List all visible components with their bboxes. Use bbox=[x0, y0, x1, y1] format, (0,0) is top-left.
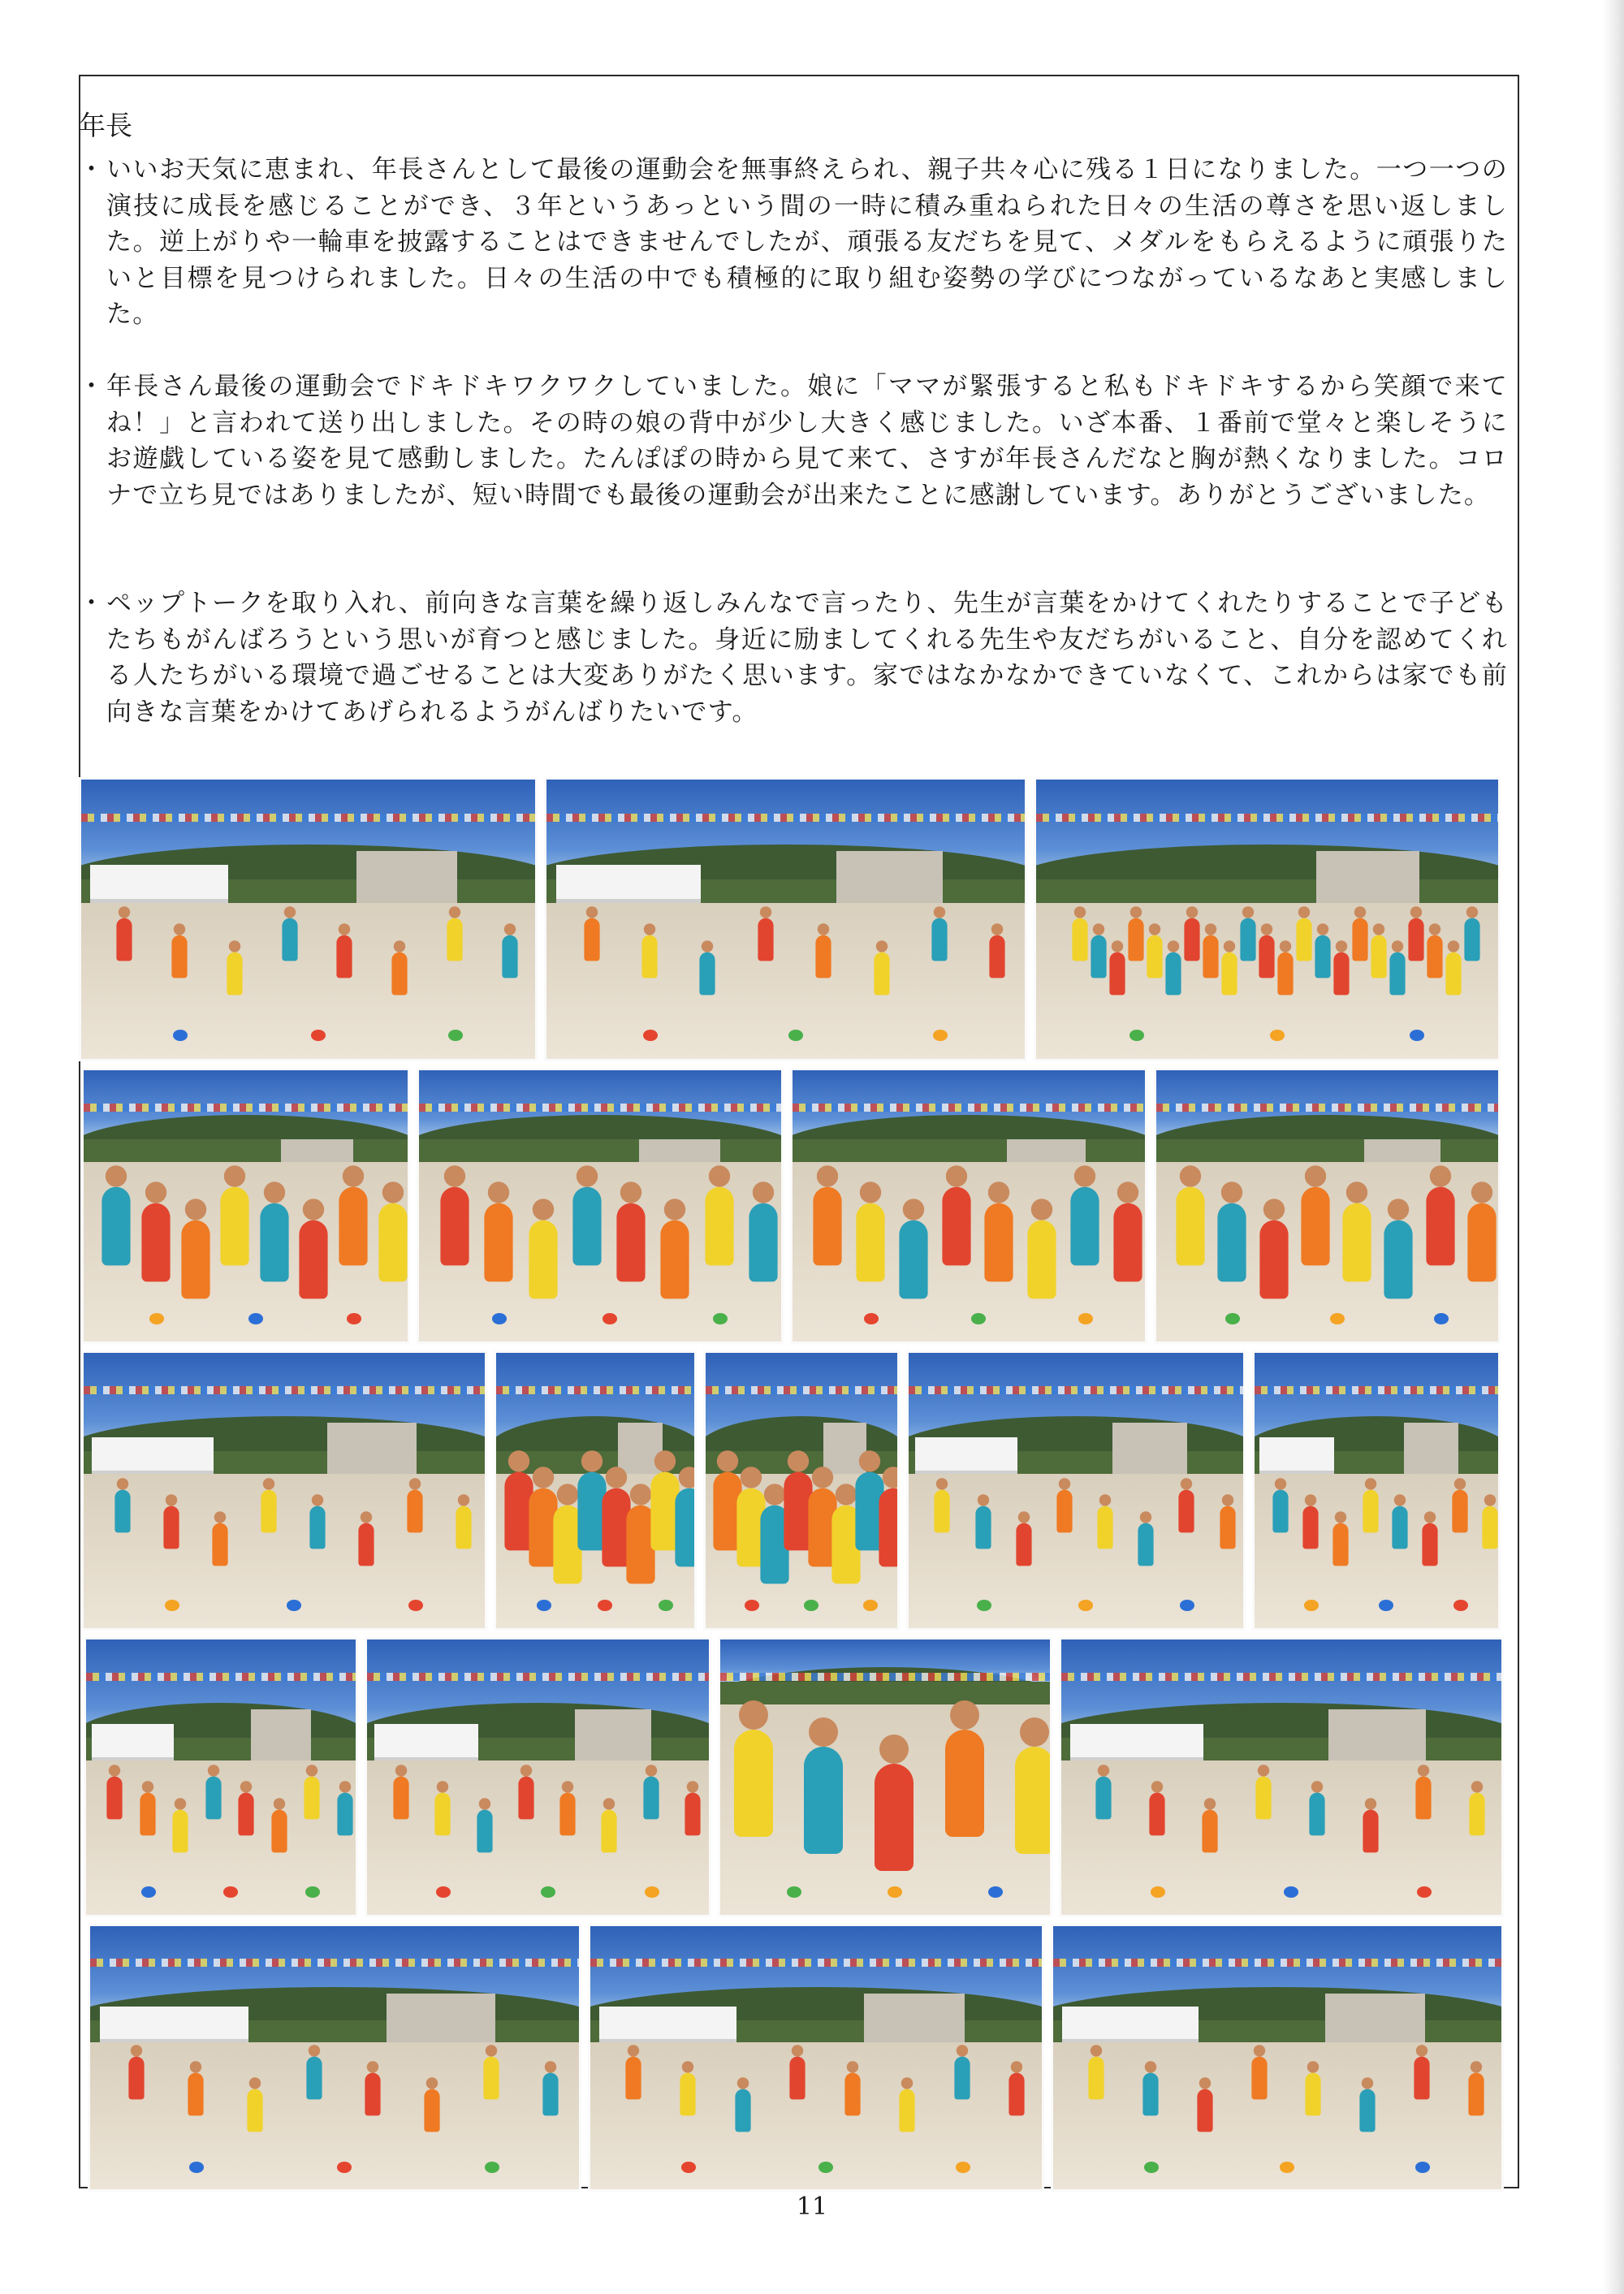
section-heading: 年長 bbox=[79, 110, 132, 141]
ball bbox=[537, 1600, 551, 1611]
ball bbox=[287, 1600, 301, 1611]
child-figure bbox=[407, 1489, 422, 1532]
child-figure bbox=[975, 1506, 991, 1549]
child-figure bbox=[1220, 1506, 1235, 1549]
child-figure bbox=[300, 1220, 328, 1298]
ball bbox=[1410, 1030, 1424, 1041]
scan-edge bbox=[1603, 0, 1624, 2294]
comment-paragraph-1 bbox=[79, 152, 1508, 333]
child-figure bbox=[1177, 1187, 1205, 1266]
child-figure bbox=[1422, 1523, 1437, 1566]
comment-paragraph-2 bbox=[79, 369, 1508, 513]
child-figure bbox=[685, 1793, 700, 1836]
child-figure bbox=[942, 1187, 970, 1266]
child-figure bbox=[306, 2057, 322, 2100]
comment-text: 年長さん最後の運動会でドキドキワクワクしていました。娘に「ママが緊張すると私もドキドキするから笑顔で来てね！」と言われて送り出しました。その時の娘の背中が少し大きく感じました。いざ本番、１番前で堂々と楽しそうにお遊戯している姿を見て感動しました。たんぽぽの時から見て来て、さすが年長さんだなと胸が熱くなりました。コロナで立ち見ではありましたが、短い時間でも最後の運動会が出来たことに感謝しています。ありがとうございました。 bbox=[106, 372, 1508, 510]
child-figure bbox=[874, 953, 889, 996]
child-figure bbox=[625, 2057, 641, 2100]
child-figure bbox=[141, 1203, 170, 1282]
ball bbox=[165, 1600, 179, 1611]
child-figure bbox=[1277, 953, 1293, 996]
child-figure bbox=[435, 1793, 451, 1836]
event-photo bbox=[544, 777, 1027, 1061]
ball bbox=[956, 2162, 970, 2173]
child-figure bbox=[1149, 1793, 1164, 1836]
child-figure bbox=[337, 935, 352, 979]
child-figure bbox=[900, 2089, 915, 2132]
child-figure bbox=[114, 1489, 130, 1532]
child-figure bbox=[1343, 1203, 1371, 1282]
child-figure bbox=[641, 935, 657, 979]
child-figure bbox=[990, 935, 1005, 979]
child-figure bbox=[1296, 918, 1311, 961]
child-figure bbox=[1482, 1506, 1497, 1549]
child-figure bbox=[875, 1764, 914, 1871]
child-figure bbox=[163, 1506, 179, 1549]
child-figure bbox=[221, 1187, 249, 1266]
ball bbox=[645, 1886, 659, 1898]
child-figure bbox=[1197, 2089, 1212, 2132]
event-photo bbox=[588, 1924, 1044, 2192]
child-figure bbox=[814, 1187, 842, 1266]
child-figure bbox=[1332, 1523, 1348, 1566]
ball bbox=[223, 1886, 238, 1898]
child-figure bbox=[106, 1776, 122, 1819]
child-figure bbox=[212, 1523, 227, 1566]
child-figure bbox=[1097, 1506, 1112, 1549]
child-figure bbox=[456, 1506, 471, 1549]
child-figure bbox=[643, 1776, 659, 1819]
child-figure bbox=[247, 2089, 262, 2132]
ball bbox=[248, 1313, 263, 1324]
bullet: ・ bbox=[79, 589, 106, 618]
ball bbox=[173, 1030, 188, 1041]
child-figure bbox=[260, 1203, 288, 1282]
child-figure bbox=[899, 1220, 927, 1298]
ball bbox=[141, 1886, 156, 1898]
child-figure bbox=[365, 2072, 381, 2115]
event-photo bbox=[790, 1068, 1147, 1344]
child-figure bbox=[617, 1203, 646, 1282]
child-figure bbox=[173, 1809, 188, 1852]
child-figure bbox=[790, 2057, 806, 2100]
child-figure bbox=[181, 1220, 209, 1298]
child-figure bbox=[239, 1793, 254, 1836]
event-photo bbox=[718, 1637, 1052, 1917]
ball bbox=[977, 1600, 991, 1611]
event-photo bbox=[1034, 777, 1501, 1061]
child-figure bbox=[1393, 1506, 1408, 1549]
ball bbox=[1151, 1886, 1165, 1898]
child-figure bbox=[572, 1187, 601, 1266]
child-figure bbox=[1360, 2089, 1376, 2132]
child-figure bbox=[1467, 1203, 1496, 1282]
child-figure bbox=[447, 918, 462, 961]
child-figure bbox=[358, 1523, 374, 1566]
child-figure bbox=[758, 918, 773, 961]
child-figure bbox=[337, 1793, 352, 1836]
child-figure bbox=[804, 1747, 843, 1854]
child-figure bbox=[1221, 953, 1237, 996]
child-figure bbox=[985, 1203, 1013, 1282]
child-figure bbox=[1095, 1776, 1111, 1819]
child-figure bbox=[749, 1203, 777, 1282]
ball bbox=[1180, 1600, 1194, 1611]
child-figure bbox=[816, 935, 831, 979]
ball bbox=[745, 1600, 759, 1611]
bullet: ・ bbox=[79, 372, 106, 401]
child-figure bbox=[1389, 953, 1405, 996]
bullet: ・ bbox=[79, 155, 106, 184]
child-figure bbox=[1469, 2072, 1484, 2115]
ball bbox=[408, 1600, 423, 1611]
child-figure bbox=[394, 1776, 409, 1819]
child-figure bbox=[205, 1776, 221, 1819]
event-photo bbox=[79, 777, 538, 1061]
child-figure bbox=[425, 2089, 440, 2132]
child-figure bbox=[1218, 1203, 1246, 1282]
ball bbox=[788, 1030, 803, 1041]
comment-paragraph-3 bbox=[79, 585, 1508, 730]
child-figure bbox=[1464, 918, 1479, 961]
ball bbox=[1417, 1886, 1432, 1898]
child-figure bbox=[171, 935, 187, 979]
child-figure bbox=[227, 953, 242, 996]
child-figure bbox=[1147, 935, 1162, 979]
child-figure bbox=[339, 1187, 367, 1266]
event-photo bbox=[1252, 1350, 1501, 1631]
ball bbox=[1379, 1600, 1393, 1611]
child-figure bbox=[584, 918, 599, 961]
child-figure bbox=[304, 1776, 320, 1819]
child-figure bbox=[1371, 935, 1386, 979]
child-figure bbox=[1016, 1523, 1031, 1566]
child-figure bbox=[441, 1187, 469, 1266]
ball bbox=[1270, 1030, 1285, 1041]
child-figure bbox=[1028, 1220, 1056, 1298]
child-figure bbox=[1091, 935, 1106, 979]
child-figure bbox=[1408, 918, 1423, 961]
child-figure bbox=[485, 1203, 513, 1282]
event-photo bbox=[88, 1924, 581, 2192]
child-figure bbox=[1128, 918, 1143, 961]
child-figure bbox=[1203, 1809, 1218, 1852]
comment-text: いいお天気に恵まれ、年長さんとして最後の運動会を無事終えられ、親子共々心に残る１日になりました。一つ一つの演技に成長を感じることができ、３年というあっという間の一時に積み重ねられた日々の生活の尊さを思い返しました。逆上がりや一輪車を披露することはできませんでしたが、頑張る友だちを見て、メダルをもらえるように頑張りたいと目標を見つけられました。日々の生活の中でも積極的に取り組む姿勢の学びにつながっているなあと実感しました。 bbox=[106, 155, 1508, 329]
ball bbox=[1330, 1313, 1345, 1324]
child-figure bbox=[1315, 935, 1330, 979]
child-figure bbox=[1309, 1793, 1324, 1836]
child-figure bbox=[1415, 2057, 1430, 2100]
child-figure bbox=[1273, 1489, 1289, 1532]
child-figure bbox=[378, 1203, 407, 1282]
ball bbox=[863, 1600, 878, 1611]
ball bbox=[804, 1600, 818, 1611]
child-figure bbox=[602, 1809, 617, 1852]
ball bbox=[311, 1030, 326, 1041]
child-figure bbox=[1384, 1220, 1413, 1298]
child-figure bbox=[945, 1730, 984, 1837]
child-figure bbox=[1179, 1489, 1194, 1532]
child-figure bbox=[1470, 1793, 1485, 1836]
child-figure bbox=[1352, 918, 1367, 961]
child-figure bbox=[1259, 935, 1274, 979]
page-number: 11 bbox=[796, 2192, 828, 2221]
child-figure bbox=[102, 1187, 131, 1266]
child-figure bbox=[1088, 2057, 1104, 2100]
child-figure bbox=[1070, 1187, 1099, 1266]
child-figure bbox=[1452, 1489, 1467, 1532]
event-photo bbox=[1154, 1068, 1501, 1344]
ball bbox=[933, 1030, 948, 1041]
child-figure bbox=[1416, 1776, 1432, 1819]
child-figure bbox=[1072, 918, 1087, 961]
event-photo bbox=[81, 1068, 410, 1344]
child-figure bbox=[1015, 1747, 1052, 1854]
ball bbox=[1078, 1600, 1093, 1611]
event-photo bbox=[1059, 1637, 1504, 1917]
ball bbox=[1144, 2162, 1159, 2173]
child-figure bbox=[1203, 935, 1218, 979]
child-figure bbox=[954, 2057, 970, 2100]
child-figure bbox=[1363, 1489, 1378, 1532]
child-figure bbox=[1259, 1220, 1288, 1298]
comment-text: ペップトークを取り入れ、前向きな言葉を繰り返しみんなで言ったり、先生が言葉をかけてくれたりすることで子どもたちもがんばろうという思いが育つと感じました。身近に励ましてくれる先生や友だちがいること、自分を認めてくれる人たちがいる環境で過ごせることは大変ありがたく思います。家ではなかなかできていなくて、これからは家でも前向きな言葉をかけてあげられるようがんばりたいです。 bbox=[106, 589, 1508, 727]
event-photo bbox=[84, 1637, 358, 1917]
ball bbox=[598, 1600, 612, 1611]
child-figure bbox=[128, 2057, 144, 2100]
child-figure bbox=[680, 2072, 696, 2115]
child-figure bbox=[560, 1793, 576, 1836]
event-photo bbox=[417, 1068, 784, 1344]
child-figure bbox=[1142, 2072, 1158, 2115]
child-figure bbox=[1445, 953, 1461, 996]
ball bbox=[888, 1886, 902, 1898]
event-photo bbox=[81, 1350, 487, 1631]
child-figure bbox=[879, 1488, 900, 1567]
child-figure bbox=[271, 1809, 287, 1852]
child-figure bbox=[117, 918, 132, 961]
ball bbox=[1434, 1313, 1449, 1324]
child-figure bbox=[734, 1730, 773, 1837]
ball bbox=[1284, 1886, 1298, 1898]
ball bbox=[305, 1886, 320, 1898]
child-figure bbox=[1333, 953, 1349, 996]
child-figure bbox=[1184, 918, 1199, 961]
ball bbox=[541, 1886, 555, 1898]
ball bbox=[643, 1030, 658, 1041]
child-figure bbox=[700, 953, 715, 996]
child-figure bbox=[1426, 1187, 1454, 1266]
child-figure bbox=[1301, 1187, 1329, 1266]
child-figure bbox=[856, 1203, 884, 1282]
child-figure bbox=[1306, 2072, 1321, 2115]
ball bbox=[988, 1886, 1003, 1898]
event-photo bbox=[494, 1350, 697, 1631]
child-figure bbox=[935, 1489, 950, 1532]
event-photo bbox=[906, 1350, 1246, 1631]
child-figure bbox=[1056, 1489, 1072, 1532]
child-figure bbox=[1251, 2057, 1267, 2100]
event-photo bbox=[703, 1350, 900, 1631]
event-photo bbox=[1051, 1924, 1504, 2192]
child-figure bbox=[1109, 953, 1125, 996]
ball bbox=[787, 1886, 801, 1898]
child-figure bbox=[1165, 953, 1181, 996]
child-figure bbox=[543, 2072, 559, 2115]
child-figure bbox=[1427, 935, 1442, 979]
child-figure bbox=[735, 2089, 750, 2132]
child-figure bbox=[1009, 2072, 1024, 2115]
ball bbox=[1129, 1030, 1144, 1041]
ball bbox=[659, 1600, 673, 1611]
child-figure bbox=[1256, 1776, 1272, 1819]
child-figure bbox=[931, 918, 947, 961]
ball bbox=[436, 1886, 451, 1898]
child-figure bbox=[282, 918, 297, 961]
child-figure bbox=[844, 2072, 860, 2115]
child-figure bbox=[261, 1489, 276, 1532]
child-figure bbox=[392, 953, 408, 996]
child-figure bbox=[518, 1776, 533, 1819]
child-figure bbox=[529, 1220, 557, 1298]
child-figure bbox=[502, 935, 517, 979]
ball bbox=[1304, 1600, 1319, 1611]
child-figure bbox=[1363, 1809, 1378, 1852]
ball bbox=[448, 1030, 463, 1041]
child-figure bbox=[1303, 1506, 1319, 1549]
child-figure bbox=[484, 2057, 499, 2100]
child-figure bbox=[1240, 918, 1255, 961]
event-photo bbox=[365, 1637, 711, 1917]
child-figure bbox=[188, 2072, 203, 2115]
child-figure bbox=[140, 1793, 155, 1836]
child-figure bbox=[309, 1506, 325, 1549]
ball bbox=[713, 1313, 728, 1324]
child-figure bbox=[705, 1187, 733, 1266]
ball bbox=[1453, 1600, 1468, 1611]
child-figure bbox=[675, 1488, 697, 1567]
child-figure bbox=[661, 1220, 689, 1298]
ball bbox=[189, 2162, 204, 2173]
child-figure bbox=[477, 1809, 492, 1852]
child-figure bbox=[1113, 1203, 1142, 1282]
child-figure bbox=[1138, 1523, 1154, 1566]
